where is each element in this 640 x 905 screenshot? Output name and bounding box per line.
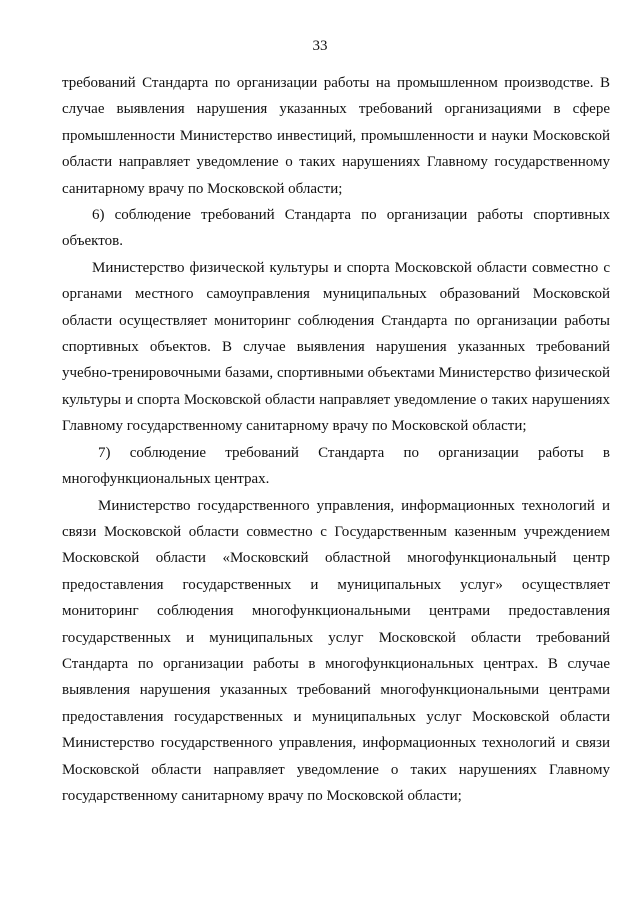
document-body [62, 70, 610, 809]
page-number: 33 [312, 38, 328, 54]
paragraph-industry-continuation: требований Стандарта по организации работы на промышленном производстве. В случае выявления нарушения указанных требований организациями в сфере промышленности Министерство инвестиций, промышленности и науки Московской области направляет уведомление о таких нарушениях Главному государственному санитарному врачу по Московской области; [62, 75, 610, 197]
paragraph-sports-ministry: Министерство физической культуры и спорта Московской области совместно с органами местного самоуправления муниципальных образований Московской области осуществляет мониторинг соблюдения Стандарта по организации работы спортивных объектов. В случае выявления нарушения указанных требований учебно-тренировочными базами, спортивными объектами Министерство физической культуры и спорта Московской области направляет уведомление о таких нарушениях Главному государственному санитарному врачу по Московской области; [62, 259, 610, 435]
paragraph-it-ministry: Министерство государственного управления, информационных технологий и связи Московской области совместно с Государственным казенным учреждением Московской области «Московский областной многофункциональный центр предоставления государственных и муниципальных услуг» осуществляет мониторинг соблюдения многофункциональными центрами предоставления государственных и муниципальных услуг Московской области требований Стандарта по организации работы в многофункциональных центрах. В случае выявления нарушения указанных требований многофункциональными центрами предоставления государственных и муниципальных услуг Московской области Министерство государственного управления, информационных технологий и связи Московской области направляет уведомление о таких нарушениях Главному государственному санитарному врачу по Московской области; [62, 497, 610, 804]
paragraph-item-6-heading: 6) соблюдение требований Стандарта по организации работы спортивных объектов. [62, 207, 610, 250]
paragraph-item-7-heading: 7) соблюдение требований Стандарта по организации работы в многофункциональных центрах. [62, 444, 610, 488]
